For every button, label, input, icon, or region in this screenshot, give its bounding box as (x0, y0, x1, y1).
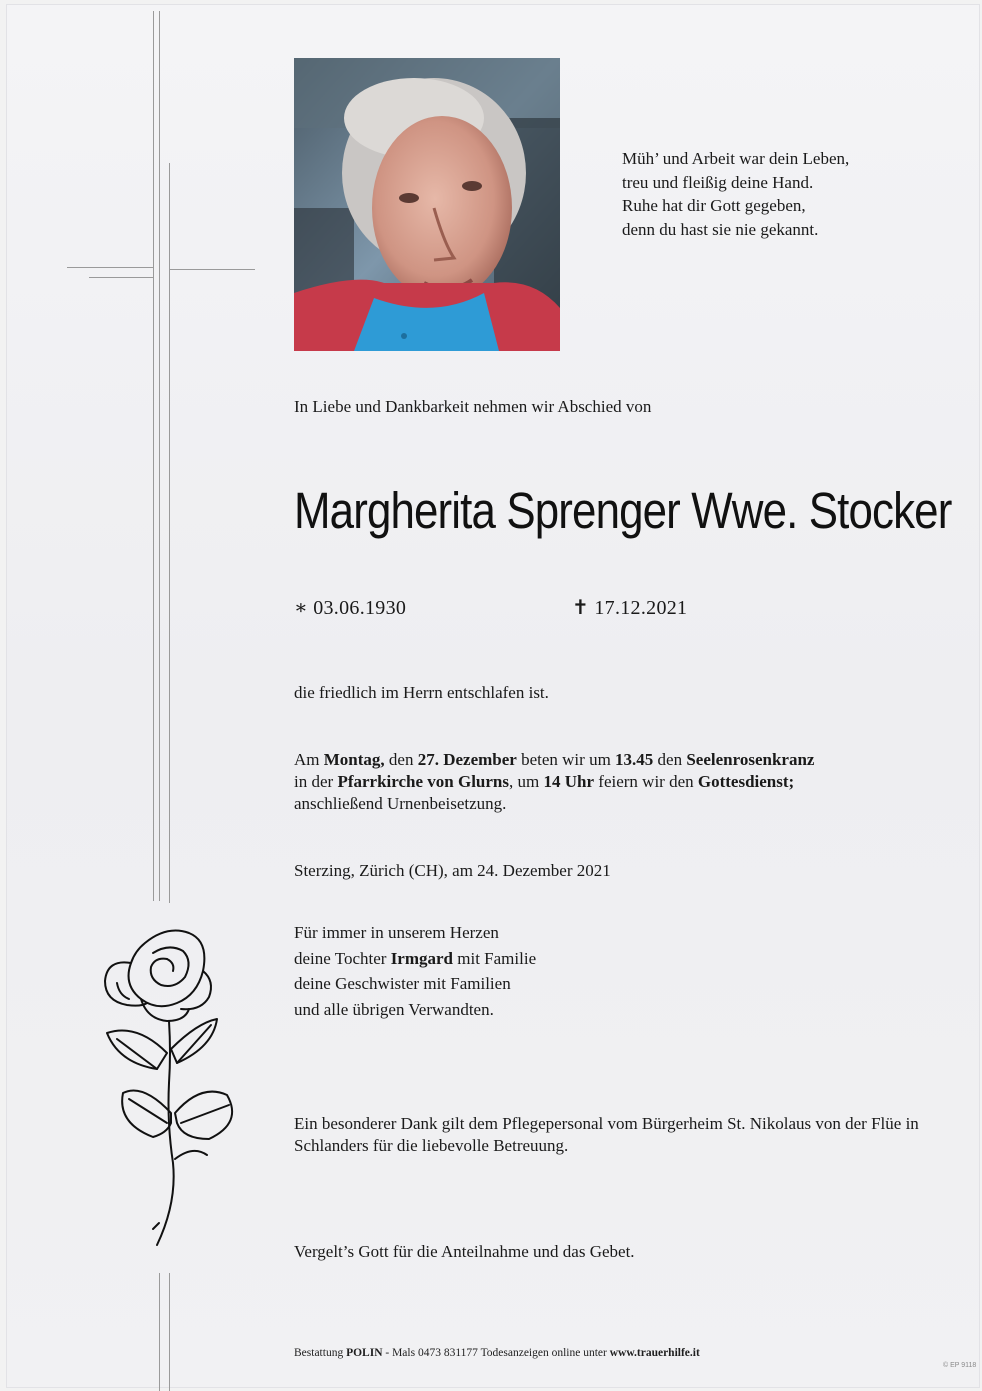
intro-text: In Liebe und Dankbarkeit nehmen wir Abschied von (294, 397, 652, 416)
mass-label: Gottesdienst; (697, 772, 795, 791)
rosary-label: Seelenrosenkranz (686, 750, 815, 769)
daughter-name: Irmgard (390, 948, 454, 968)
place-date: Sterzing, Zürich (CH), am 24. Dezember 2021 (294, 861, 611, 880)
cross-horizontal-line-left-lower (89, 277, 153, 278)
service-text: Am (294, 750, 324, 769)
service-text: , um (509, 772, 544, 791)
service-line-3: anschließend Urnenbeisetzung. (294, 794, 507, 813)
thanks-text: Ein besonderer Dank gilt dem Pflegepersonal vom Bürgerheim St. Nikolaus von der Flüe in Schlanders für die liebevolle Betreuung. (294, 1114, 919, 1155)
poem-verse: Müh’ und Arbeit war dein Leben, treu und fleißig deine Hand. Ruhe hat dir Gott gegeben, denn du hast sie nie gekannt. (622, 149, 850, 239)
cross-horizontal-line-left (67, 267, 153, 268)
footer-url: www.trauerhilfe.it (609, 1347, 700, 1359)
footer-text: - Mals 0473 831177 Todesanzeigen online unter (382, 1347, 610, 1359)
family-line: Für immer in unserem Herzen (294, 923, 499, 942)
service-line-1 (294, 749, 934, 771)
cross-vertical-line-middle (159, 11, 160, 901)
passed-away-text: die friedlich im Herrn entschlafen ist. (294, 683, 549, 702)
cross-horizontal-line-right (169, 269, 255, 270)
bottom-vertical-line-left (159, 1273, 160, 1391)
service-line-2 (294, 771, 934, 793)
footer-text: Bestattung (294, 1347, 347, 1359)
mass-time: 14 Uhr (543, 772, 595, 791)
funeral-company: POLIN (346, 1347, 383, 1359)
service-text: den (384, 750, 418, 769)
service-text: feiern wir den (594, 772, 698, 791)
cross-vertical-line-outer (153, 11, 154, 901)
deceased-name: Margherita Sprenger Wwe. Stocker (294, 482, 952, 539)
family-signature (294, 920, 536, 1022)
rosary-time: 13.45 (615, 750, 654, 769)
portrait-photo (294, 58, 560, 351)
church-name: Pfarrkirche von Glurns (337, 772, 510, 791)
service-text: den (653, 750, 687, 769)
birth-date: ∗ 03.06.1930 (294, 597, 407, 619)
service-day: Montag, (323, 750, 385, 769)
service-announcement (294, 749, 934, 815)
obituary-sheet (6, 4, 980, 1388)
service-date: 27. Dezember (417, 750, 517, 769)
family-text: mit Familie (453, 948, 537, 968)
bottom-vertical-line-right (169, 1273, 170, 1391)
family-line (294, 946, 536, 972)
death-date: ✝ 17.12.2021 (572, 597, 688, 619)
template-code: © EP 9118 (943, 1362, 977, 1369)
closing-text: Vergelt’s Gott für die Anteilnahme und das Gebet. (294, 1242, 635, 1261)
family-line: deine Geschwister mit Familien (294, 974, 511, 993)
service-text: beten wir um (516, 750, 616, 769)
rose-icon (97, 923, 257, 1255)
cross-vertical-line-inner (169, 163, 170, 903)
footer-imprint (294, 1347, 700, 1359)
portrait-illustration (294, 58, 560, 351)
service-text: in der (294, 772, 338, 791)
family-text: deine Tochter (294, 948, 391, 968)
family-line: und alle übrigen Verwandten. (294, 999, 494, 1019)
